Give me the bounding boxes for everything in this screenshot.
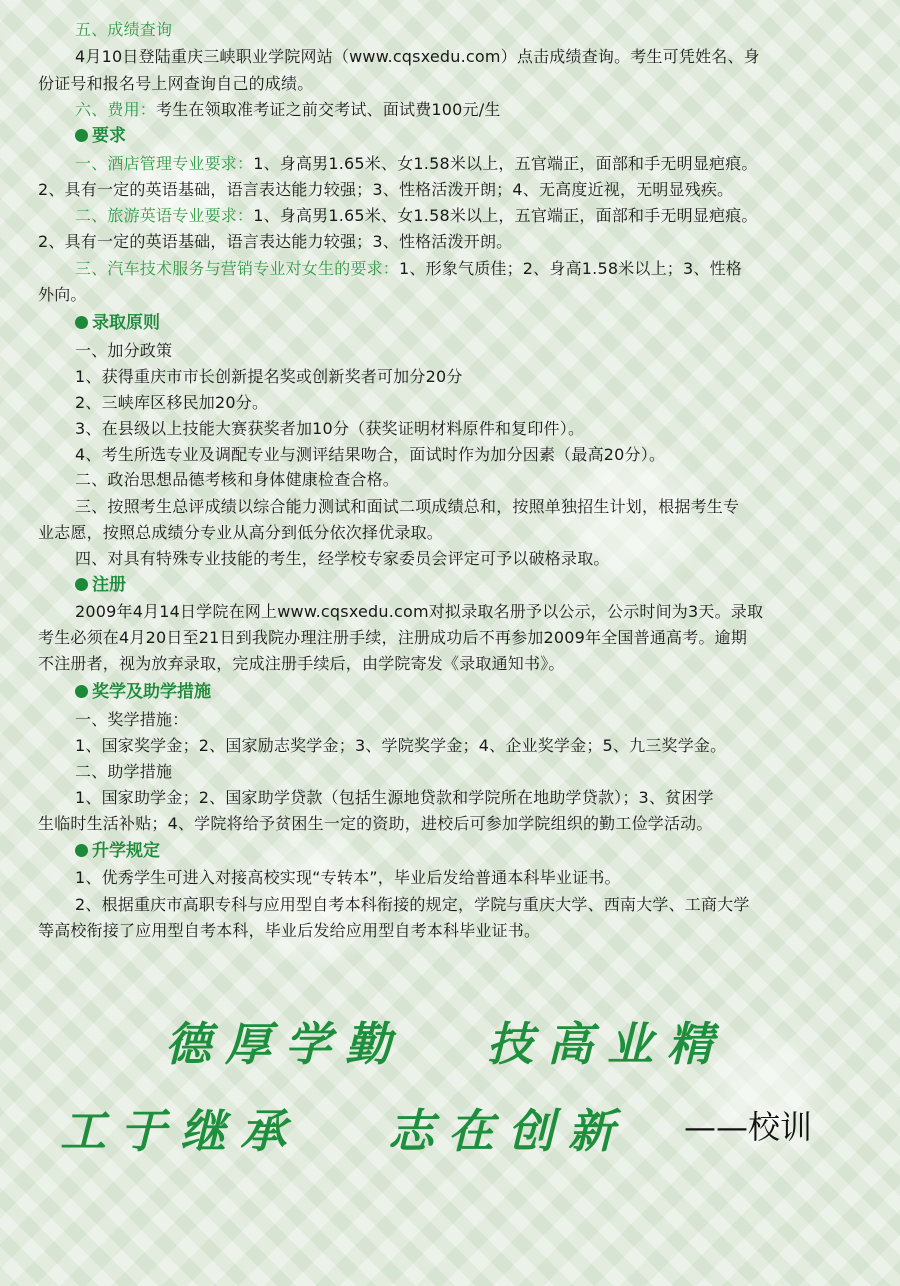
heading-text: 升学规定 [92, 841, 160, 861]
scores-text: 份证号和报名号上网查询自己的成绩。 [38, 74, 314, 93]
scholarship-text: 生临时生活补贴；4、学院将给予贫困生一定的资助，进校后可参加学院组织的勤工俭学活动。 [38, 814, 713, 833]
scholarship-text: 1、国家助学金；2、国家助学贷款（包括生源地贷款和学院所在地助学贷款）；3、贫困学 [75, 788, 714, 807]
auto-label: 三、汽车技术服务与营销专业对女生的要求： [75, 259, 400, 278]
heading-text: 注册 [92, 575, 126, 595]
further-study-text: 等高校衔接了应用型自考本科，毕业后发给应用型自考本科毕业证书。 [38, 921, 541, 940]
hotel-req-text: 2、具有一定的英语基础，语言表达能力较强；3、性格活泼开朗；4、无高度近视，无明显残疾。 [38, 180, 734, 199]
bullet-icon [75, 129, 88, 142]
motto-signature: ——校训 [684, 1108, 813, 1146]
admission-item: 3、在县级以上技能大赛获奖者加10分（获奖证明材料原件和复印件）。 [75, 419, 585, 438]
heading-scholarships [75, 679, 211, 705]
tour-req-text: 2、具有一定的英语基础，语言表达能力较强；3、性格活泼开朗。 [38, 232, 513, 251]
scholarship-text: 二、助学措施 [75, 762, 173, 781]
admission-item: 一、加分政策 [75, 341, 173, 360]
heading-text: 要求 [92, 126, 126, 146]
motto-line-2b: 志在创新 [388, 1104, 628, 1158]
motto-line-1a: 德厚学勤 [165, 1017, 405, 1071]
fee-label: 六、费用： [75, 100, 157, 119]
fee-line [75, 97, 899, 123]
heading-further-study [75, 838, 160, 864]
admission-item: 三、按照考生总评成绩以综合能力测试和面试二项成绩总和，按照单独招生计划，根据考生专 [75, 497, 740, 516]
auto-req-text: 外向。 [38, 285, 87, 304]
tour-label: 二、旅游英语专业要求： [75, 206, 254, 225]
motto-line-2a: 工于继承 [60, 1104, 300, 1158]
admission-item: 4、考生所选专业及调配专业与测评结果吻合，面试时作为加分因素（最高20分）。 [75, 445, 666, 464]
auto-text: 1、形象气质佳；2、身高1.58米以上；3、性格 [399, 259, 742, 278]
bullet-icon [75, 685, 88, 698]
registration-text: 考生必须在4月20日至21日到我院办理注册手续，注册成功后不再参加2009年全国普通高考。逾期 [38, 628, 748, 647]
tour-text: 1、身高男1.65米、女1.58米以上，五官端正，面部和手无明显疤痕。 [253, 206, 758, 225]
heading-text: 录取原则 [92, 313, 160, 333]
further-study-text: 2、根据重庆市高职专科与应用型自考本科衔接的规定，学院与重庆大学、西南大学、工商大学 [75, 895, 750, 914]
bullet-icon [75, 316, 88, 329]
registration-text: 2009年4月14日学院在网上www.cqsxedu.com对拟录取名册予以公示，公示时间为3天。录取 [75, 602, 764, 621]
admission-item: 业志愿，按照总成绩分专业从高分到低分依次择优录取。 [38, 523, 444, 542]
fee-text: 考生在领取准考证之前交考试、面试费100元/生 [156, 100, 501, 119]
scores-text: 4月10日登陆重庆三峡职业学院网站（www.cqsxedu.com）点击成绩查询。考生可凭姓名、身 [75, 47, 760, 66]
tour-req-line [75, 203, 899, 229]
hotel-text: 1、身高男1.65米、女1.58米以上，五官端正，面部和手无明显疤痕。 [253, 154, 758, 173]
motto-line-1b: 技高业精 [487, 1017, 727, 1071]
heading-requirements [75, 123, 126, 149]
hotel-label: 一、酒店管理专业要求： [75, 154, 254, 173]
bullet-icon [75, 844, 88, 857]
section-title-scores: 五、成绩查询 [75, 20, 173, 39]
admission-item: 二、政治思想品德考核和身体健康检查合格。 [75, 470, 400, 489]
hotel-req-line [75, 151, 899, 177]
scholarship-text: 一、奖学措施： [75, 710, 189, 729]
admission-item: 四、对具有特殊专业技能的考生，经学校专家委员会评定可予以破格录取。 [75, 549, 610, 568]
registration-text: 不注册者，视为放弃录取，完成注册手续后，由学院寄发《录取通知书》。 [38, 654, 565, 673]
auto-req-line [75, 256, 899, 282]
heading-admission [75, 310, 160, 336]
admission-item: 2、三峡库区移民加20分。 [75, 393, 269, 412]
admission-item: 1、获得重庆市市长创新提名奖或创新奖者可加分20分 [75, 367, 463, 386]
further-study-text: 1、优秀学生可进入对接高校实现“专转本”，毕业后发给普通本科毕业证书。 [75, 868, 621, 887]
scholarship-text: 1、国家奖学金；2、国家励志奖学金；3、学院奖学金；4、企业奖学金；5、九三奖学金。 [75, 736, 727, 755]
heading-text: 奖学及助学措施 [92, 682, 211, 702]
bullet-icon [75, 578, 88, 591]
heading-registration [75, 572, 126, 598]
